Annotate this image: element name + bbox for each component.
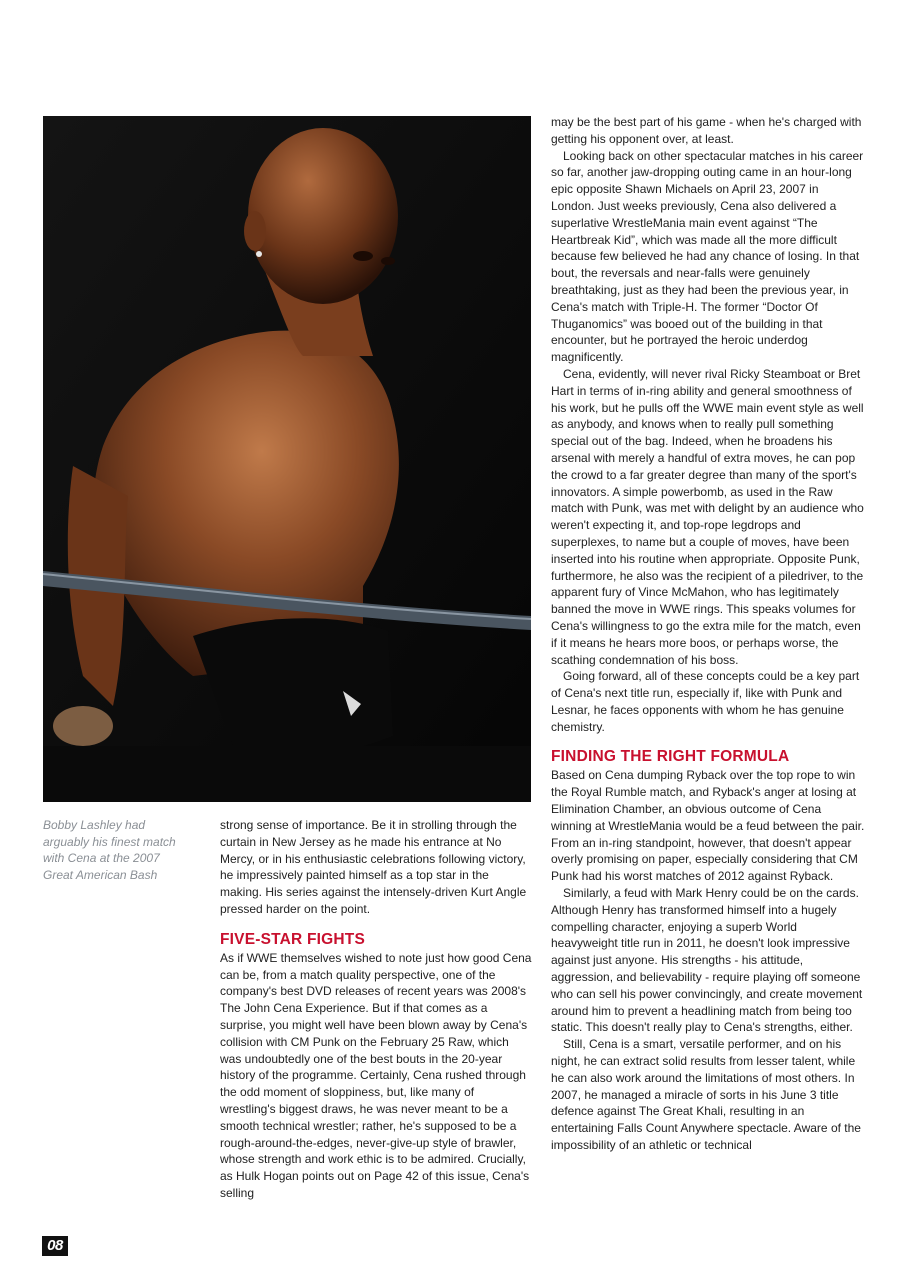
body-paragraph: strong sense of importance. Be it in strolling through the curtain in New Jersey as he made his entrance at No Mercy, or in his enthusiastic celebrations following victory, he impressively painted himself as a top star in the making. His series against the intensely-driven Kurt Angle pressed harder on the point. [220,818,527,916]
body-paragraph: Cena, evidently, will never rival Ricky Steamboat or Bret Hart in terms of in-ring ability and general smoothness of his work, but he pulls off the WWE main event style as well as anybody, and knows when to really pull something special out of the bag. Indeed, when he broadens his arsenal with merely a handful of extra moves, he can pop the crowd to a far greater degree than many of the sport's innovators. A simple powerbomb, as used in the Raw match with Punk, was met with delight by an audience who weren't expecting it, and top-rope legdrops and superplexes, to name but a couple of moves, have been inserted into his routine when appropriate. Opposite Punk, furthermore, he also was the recipient of a piledriver, to the apparent fury of Vince McMahon, who has legitimately banned the move in WWE rings. This speaks volumes for Cena's willingness to go the extra mile for the match, even if it means he hears more boos, or perhaps worse, the scathing condemnation of his boss. [551,366,864,667]
page-number: 08 [42,1236,68,1256]
body-paragraph: Based on Cena dumping Ryback over the top rope to win the Royal Rumble match, and Ryback's anger at losing at Elimination Chamber, an obvious outcome of Cena winning at WrestleMania would be a feud between the pair. From an in-ring standpoint, however, that doesn't appear overly promising on paper, especially considering that CM Punk had his worst matches of 2012 against Ryback. [551,768,865,884]
article-column-middle [220,817,532,1202]
wrestler-illustration [43,116,531,802]
section-heading: FIVE-STAR FIGHTS [220,930,365,948]
body-paragraph: Similarly, a feud with Mark Henry could be on the cards. Although Henry has transformed himself into a hugely compelling character, enjoying a superb World heavyweight title run in 2011, he doesn't look impressive against just anyone. His strengths - his attitude, aggression, and believability - require playing off someone who can sell his power convincingly, and create movement around him to prevent a headlining match from being too static. This doesn't really play to Cena's strengths, either. [551,886,863,1035]
body-paragraph: Going forward, all of these concepts could be a key part of Cena's next title run, especially if, like with Punk and Lesnar, he faces opponents with whom he has genuine chemistry. [551,669,860,734]
body-paragraph: Still, Cena is a smart, versatile performer, and on his night, he can extract solid results from lesser talent, while he can also work around the limitations of most others. In 2007, he managed a miracle of sorts in his June 3 title defence against The Great Khali, resulting in an entertaining Falls Count Anywhere spectacle. Aware of the impossibility of an athletic or technical [551,1037,861,1153]
section-heading: FINDING THE RIGHT FORMULA [551,748,790,766]
photo-caption [43,817,203,884]
body-paragraph: As if WWE themselves wished to note just how good Cena can be, from a match quality perspective, one of the company's best DVD releases of recent years was 2008's The John Cena Experience. But if that comes as a surprise, you might well have been blown away by Cena's collision with CM Punk on the February 25 Raw, which was undoubtedly one of the best bouts in the 20-year history of the programme. Certainly, Cena rushed through the odd moment of sloppiness, but, like many of wrestling's biggest draws, he was never meant to be a smooth technical wrestler; rather, he's supposed to be a rough-around-the-edges, never-give-up style of brawler, whose strength and work ethic is to be admired. Crucially, as Hulk Hogan points out on Page 42 of this issue, Cena's selling [220,950,532,1200]
caption-line: arguably his finest match [43,834,176,849]
caption-line: Bobby Lashley had [43,818,146,832]
wrestler-photo [43,116,531,802]
article-column-right [551,114,865,1154]
body-paragraph: Looking back on other spectacular matches in his career so far, another jaw-dropping outing came in an hour-long epic opposite Shawn Michaels on April 23, 2007 in London. Just weeks previously, Cena also delivered a superlative WrestleMania main event against “The Heartbreak Kid”, which was made all the more difficult because few believed he had any chance of losing. In that bout, the reversals and near-falls were genuinely breathtaking, just as they had been the previous year, in Cena's match with Triple-H. The former “Doctor Of Thuganomics” was booed out of the building in that encounter, but he portrayed the heroic underdog magnificently. [551,148,864,365]
caption-line: with Cena at the 2007 [43,851,160,866]
body-paragraph: may be the best part of his game - when he's charged with getting his opponent over, at least. [551,115,862,146]
caption-line: Great American Bash [43,868,158,883]
